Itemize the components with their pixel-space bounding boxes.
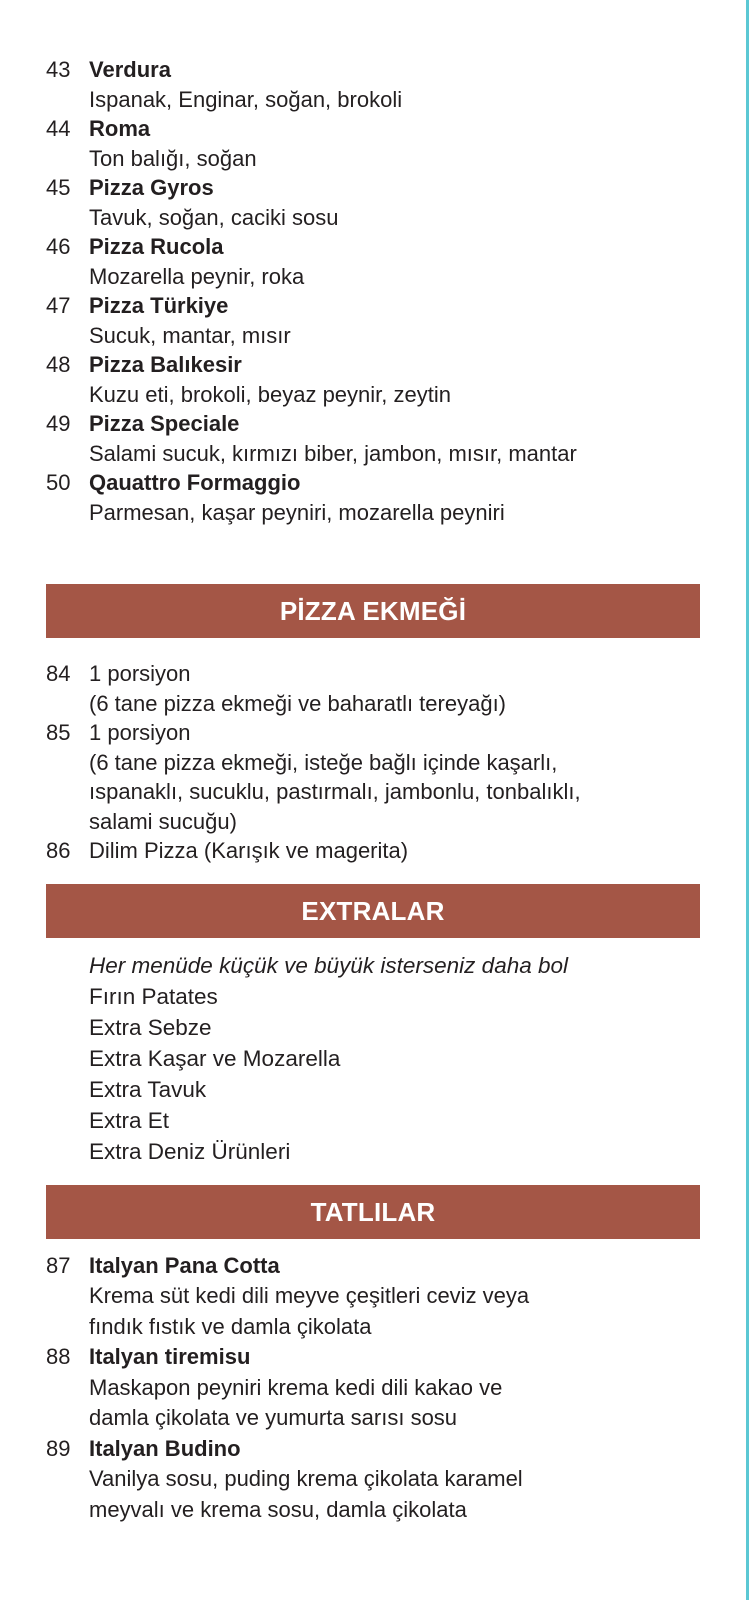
item-description: Salami sucuk, kırmızı biber, jambon, mısır, mantar [89, 440, 577, 466]
item-name: Pizza Rucola [89, 234, 224, 259]
pizza-list [46, 55, 700, 527]
item-description: Sucuk, mantar, mısır [89, 322, 291, 348]
item-name: Roma [89, 116, 151, 141]
item-number: 44 [46, 116, 71, 141]
item-number: 47 [46, 293, 71, 318]
item-number: 85 [46, 720, 71, 745]
item-number: 48 [46, 352, 71, 377]
item-description: Ton balığı, soğan [89, 145, 257, 171]
menu-item [46, 232, 700, 291]
list-item: Extra Kaşar ve Mozarella [89, 1045, 341, 1071]
extralar-note: Her menüde küçük ve büyük isterseniz daha bol [89, 952, 569, 978]
list-item: Extra Tavuk [89, 1076, 207, 1102]
list-item: Extra Et [89, 1107, 170, 1133]
item-description: Ispanak, Enginar, soğan, brokoli [89, 86, 403, 112]
pizza-ekmegi-list [46, 659, 700, 866]
item-number: 86 [46, 838, 71, 863]
item-name: Pizza Türkiye [89, 293, 229, 318]
item-name: Pizza Gyros [89, 175, 214, 200]
menu-item [46, 1434, 700, 1526]
list-item: Extra Deniz Ürünleri [89, 1138, 291, 1164]
list-item: Extra Sebze [89, 1014, 212, 1040]
item-name: Qauattro Formaggio [89, 470, 301, 495]
list-item: Fırın Patates [89, 983, 218, 1009]
menu-item [46, 1342, 700, 1434]
item-description: Parmesan, kaşar peyniri, mozarella peyniri [89, 499, 505, 525]
item-number: 49 [46, 411, 71, 436]
menu-item [46, 291, 700, 350]
menu-page [46, 55, 700, 1525]
item-name: Italyan tiremisu [89, 1344, 251, 1369]
tatlilar-list [46, 1251, 700, 1526]
menu-item [46, 55, 700, 114]
item-name: Italyan Pana Cotta [89, 1252, 280, 1278]
section-header-pizza-ekmegi: PİZZA EKMEĞİ [46, 584, 700, 638]
item-number: 88 [46, 1344, 71, 1369]
item-description: Maskapon peyniri krema kedi dili kakao ve damla çikolata ve yumurta sarısı sosu [89, 1374, 503, 1430]
item-name: Verdura [89, 57, 171, 82]
menu-item [46, 173, 700, 232]
item-number: 87 [46, 1252, 71, 1278]
section-header-tatlilar: TATLILAR [46, 1185, 700, 1239]
menu-item [46, 350, 700, 409]
item-description: 1 porsiyon (6 tane pizza ekmeği ve baharatlı tereyağı) [89, 661, 507, 716]
item-number: 50 [46, 470, 71, 495]
menu-item [46, 468, 700, 527]
menu-item [46, 409, 700, 468]
item-number: 89 [46, 1435, 71, 1461]
item-number: 46 [46, 234, 71, 259]
section-header-extralar: EXTRALAR [46, 884, 700, 938]
menu-item [46, 836, 700, 866]
item-description: Mozarella peynir, roka [89, 263, 305, 289]
menu-item [46, 718, 700, 836]
item-name: Italyan Budino [89, 1435, 241, 1461]
item-number: 43 [46, 57, 71, 82]
item-description: Kuzu eti, brokoli, beyaz peynir, zeytin [89, 381, 451, 407]
menu-item [46, 1251, 700, 1343]
item-description: Dilim Pizza (Karışık ve magerita) [89, 838, 409, 863]
item-description: Vanilya sosu, puding krema çikolata karamel meyvalı ve krema sosu, damla çikolata [89, 1466, 523, 1522]
item-name: Pizza Speciale [89, 411, 240, 436]
menu-item [46, 114, 700, 173]
menu-item [46, 659, 700, 718]
item-description: Krema süt kedi dili meyve çeşitleri ceviz veya fındık fıstık ve damla çikolata [89, 1283, 530, 1339]
item-number: 84 [46, 661, 71, 686]
item-description: 1 porsiyon (6 tane pizza ekmeği, isteğe bağlı içinde kaşarlı, ıspanaklı, sucuklu, pastırmalı, jambonlu, tonbalıklı, salami sucuğu) [89, 720, 581, 834]
item-number: 45 [46, 175, 71, 200]
extralar-list [46, 950, 700, 1167]
item-name: Pizza Balıkesir [89, 352, 242, 377]
item-description: Tavuk, soğan, caciki sosu [89, 204, 339, 230]
